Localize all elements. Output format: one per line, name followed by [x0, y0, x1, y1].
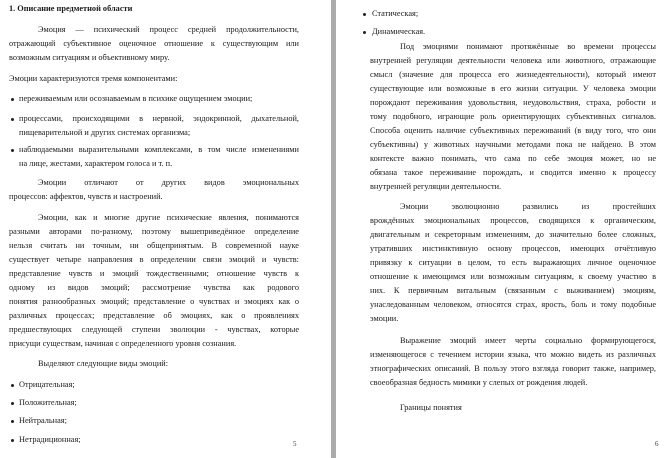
text-line: присущи существам, начиная с определенного уровня сознания. — [9, 339, 237, 348]
text-line: Эмоция — психический процесс средней продолжительности, — [38, 25, 299, 34]
list-item-text: Нейтральная; — [19, 416, 67, 425]
bullet-icon — [11, 420, 14, 423]
text-line: Способа оценить наличие субъективных переживаний (в виду того, что они — [370, 126, 656, 135]
text-line: Эмоции, как и многие другие психические явления, понимаются — [38, 213, 299, 222]
text-line: Эмоции отличают от других видов эмоциональных — [38, 178, 299, 187]
text-line: эмоции. — [370, 314, 399, 323]
text-line: тому подобного, играющие роль ориентирующих субъективных сигналов. — [370, 112, 656, 121]
text-line: существует четыре направления в определении связи эмоций и чувств: — [9, 255, 299, 264]
text-line: нельзя считать ни точным, ни общепринятым. В современной науке — [9, 241, 299, 250]
text-line: них. К первичным витальным (связанным с выживанием) эмоциям, — [370, 286, 656, 295]
bullet-icon — [11, 384, 14, 387]
list-item-text: Положительная; — [19, 398, 77, 407]
text-line: разными авторами по-разному, поэтому вышеприведённое определение — [9, 227, 299, 236]
components-intro: Эмоции характеризуются тремя компонентами: — [9, 74, 178, 83]
list-item-text: пищеварительной и других системах организма; — [19, 128, 191, 137]
text-line: привязку к ситуации в целом, то есть выражающих личное оценочное — [370, 258, 656, 267]
list-item-text: Отрицательная; — [19, 380, 75, 389]
text-line: возможным ситуациям и объективному миру. — [9, 53, 170, 62]
page-number: 5 — [293, 440, 297, 448]
section-heading: 1. Описание предметной области — [9, 4, 133, 13]
text-line: внутренней регуляции деятельности человека или животного, отражающие — [370, 56, 656, 65]
text-line: Под эмоциями понимают протяжённые во времени процессы — [400, 42, 656, 51]
text-line: процессов: аффектов, чувств и настроений. — [9, 192, 163, 201]
bullet-icon — [11, 149, 14, 152]
text-line: обязана такое переживание порождать, и сводится именно к процессу — [370, 168, 656, 177]
text-line: утративших инстинктивную основу процессов, имеющих отчётливую — [370, 244, 656, 253]
text-line: предшествующих следующей ступени эволюции - чувствах, которые — [9, 325, 299, 334]
bullet-icon — [11, 118, 14, 121]
list-item-text: процессами, происходящими в нервной, эндокринной, дыхательной, — [19, 114, 299, 123]
bullet-icon — [11, 98, 14, 101]
document-page-6 — [336, 0, 666, 458]
text-line: своеобразная бедность мимики у слепых от рождения людей. — [370, 378, 588, 387]
types-intro: Выделяют следующие виды эмоций: — [38, 359, 169, 368]
text-line: унаследованным человеком, относятся страх, ярость, боль и тому подобные — [370, 300, 656, 309]
page-number: 6 — [655, 440, 659, 448]
list-item-text: на лице, жестами, характером голоса и т. п. — [19, 159, 173, 168]
text-line: одному из видов эмоций; рассмотрение чувства как родового — [9, 283, 299, 292]
text-line: отражающий субъективное оценочное отношение к существующим или — [9, 39, 299, 48]
bullet-icon — [363, 31, 366, 34]
list-item-text: переживаемым или осознаваемым в психике ощущением эмоции; — [19, 94, 253, 103]
bullet-icon — [363, 13, 366, 16]
text-line: субъективны) у животных научными методами пока не найдено. В этом — [370, 140, 656, 149]
text-line: изменяющегося с течением истории языка, что можно видеть из различных — [370, 350, 656, 359]
text-line: смысл (значение для процесса его жизнедеятельности), который имеют — [370, 70, 656, 79]
text-line: существующие или возможные в его жизни ситуации. У человека эмоции — [370, 84, 656, 93]
text-line: врождённых эмоциональных процессов, сводящихся к органическим, — [370, 216, 656, 225]
text-line: контексте важно понимать, что сама по себе эмоция может, но не — [370, 154, 656, 163]
text-line: понятия разнообразных эмоций; представление о чувствах и эмоциях как о — [9, 297, 299, 306]
document-page-5 — [0, 0, 331, 458]
list-item-text: наблюдаемыми выразительными комплексами, в том числе изменениями — [19, 145, 299, 154]
text-line: Выражение эмоций имеет черты социально формирующегося, — [400, 336, 656, 345]
text-line: двигательным и секреторным изменениям, до значительно более сложных, — [370, 230, 656, 239]
list-item-text: Нетрадиционная; — [19, 435, 81, 444]
subsection-heading: Границы понятия — [400, 403, 462, 412]
text-line: представление чувств и эмоций тождественными; отношение чувств к — [9, 269, 299, 278]
text-line: отношение к имеющимся или возможным ситуациям, к своему участию в — [370, 272, 656, 281]
list-item-text: Статическая; — [372, 9, 419, 18]
text-line: Эмоции эволюционно развились из простейших — [400, 202, 656, 211]
text-line: порождают переживания удовольствия, неудовольствия, страха, робости и — [370, 98, 656, 107]
text-line: различных процессах; представление об эмоциях, как о проявлениях — [9, 311, 299, 320]
bullet-icon — [11, 439, 14, 442]
list-item-text: Динамическая. — [372, 27, 426, 36]
text-line: этнографических описаний. В пользу этого взгляда говорит также, например, — [370, 364, 656, 373]
bullet-icon — [11, 402, 14, 405]
text-line: внутренней регуляции деятельности. — [370, 182, 502, 191]
